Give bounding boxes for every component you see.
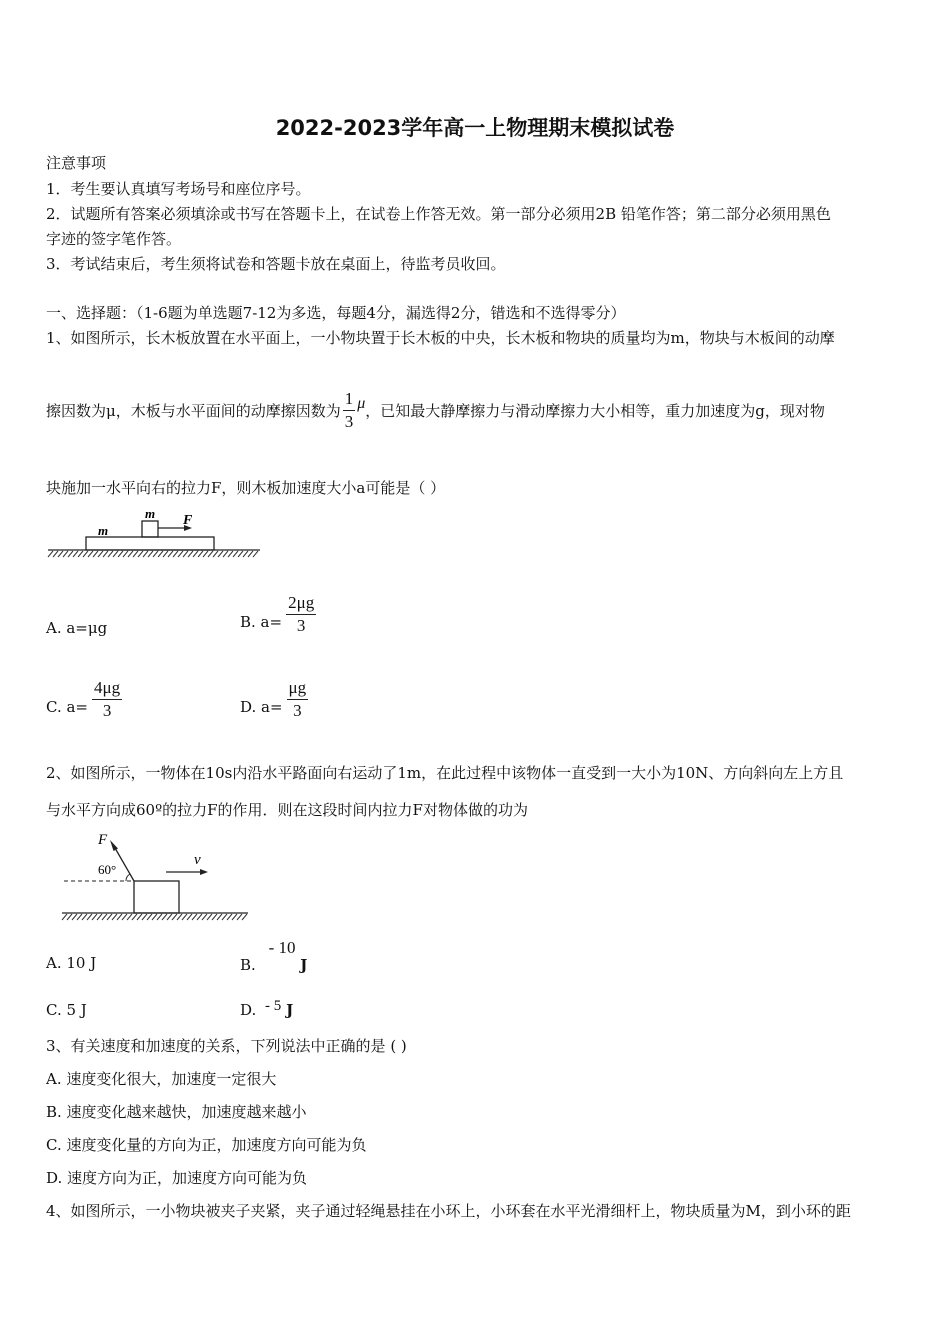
hatch-mark [88, 551, 93, 557]
q2-option-d [240, 999, 293, 1018]
hatch-mark [253, 551, 258, 557]
hatch-mark [128, 551, 133, 557]
hatch-mark [72, 914, 77, 920]
q1-stem-line2 [46, 388, 825, 433]
q1-option-d [240, 677, 308, 722]
hatch-mark [182, 914, 187, 920]
hatch-mark [178, 551, 183, 557]
q1-option-b-fraction [286, 592, 316, 637]
hatch-mark [83, 551, 88, 557]
q1-option-b [240, 592, 316, 637]
hatch-mark [142, 914, 147, 920]
hatch-mark [177, 914, 182, 920]
hatch-mark [143, 551, 148, 557]
page-title: 2022-2023学年高一上物理期末模拟试卷 [275, 116, 675, 140]
q2-option-d-unit: J [286, 1001, 294, 1019]
q2-stem-line2: 与水平方向成60º的拉力F的作用．则在这段时间内拉力F对物体做的功为 [46, 801, 528, 819]
q1-option-c-fraction [92, 677, 122, 722]
q2-stem-line1: 2、如图所示，一物体在10s内沿水平路面向右运动了1m，在此过程中该物体一直受到一大小为10N、方向斜向左上方且 [46, 764, 844, 782]
q1-board [86, 537, 214, 550]
hatch-mark [248, 551, 253, 557]
notice-item-2-cont: 字迹的签字笔作答。 [46, 230, 182, 248]
q2-block [134, 881, 179, 913]
q3-option-c: C. 速度变化量的方向为正，加速度方向可能为负 [46, 1136, 367, 1154]
q2-option-d-value: - 5 [265, 998, 282, 1014]
q2-option-b-value: - 10 [268, 938, 296, 957]
q3-option-b: B. 速度变化越来越快，加速度越来越小 [46, 1103, 307, 1121]
hatch-mark [237, 914, 242, 920]
q2-force-arrowhead [110, 840, 118, 851]
q2-option-d-prefix: D. [240, 1001, 257, 1019]
hatch-mark [203, 551, 208, 557]
hatch-mark [162, 914, 167, 920]
hatch-mark [148, 551, 153, 557]
hatch-mark [188, 551, 193, 557]
hatch-mark [127, 914, 132, 920]
hatch-mark [77, 914, 82, 920]
q2-angle-arc [126, 874, 130, 881]
hatch-mark [102, 914, 107, 920]
hatch-mark [58, 551, 63, 557]
hatch-mark [157, 914, 162, 920]
hatch-mark [63, 551, 68, 557]
q1-option-d-num: μg [287, 677, 309, 700]
q1-mu: μ [357, 394, 366, 412]
notice-item-2: 2．试题所有答案必须填涂或书写在答题卡上，在试卷上作答无效。第一部分必须用2B 铅笔作答；第二部分必须用黑色 [46, 205, 831, 223]
hatch-mark [213, 551, 218, 557]
q1-option-c-num: 4μg [92, 677, 122, 700]
q1-ground-hatch [48, 551, 258, 557]
hatch-mark [197, 914, 202, 920]
hatch-mark [108, 551, 113, 557]
hatch-mark [222, 914, 227, 920]
hatch-mark [137, 914, 142, 920]
hatch-mark [93, 551, 98, 557]
hatch-mark [228, 551, 233, 557]
q1-stem-line3: 块施加一水平向右的拉力F，则木板加速度大小a可能是（ ） [46, 479, 446, 497]
hatch-mark [67, 914, 72, 920]
q1-stem-line2-a: 擦因数为μ，木板与水平面间的动摩擦因数为 [46, 402, 341, 420]
hatch-mark [147, 914, 152, 920]
q2-option-a: A. 10 J [46, 954, 97, 972]
hatch-mark [138, 551, 143, 557]
q1-block-label: m [145, 506, 156, 521]
hatch-mark [78, 551, 83, 557]
hatch-mark [107, 914, 112, 920]
q1-fraction-den: 3 [344, 412, 354, 431]
hatch-mark [158, 551, 163, 557]
hatch-mark [238, 551, 243, 557]
hatch-mark [62, 914, 67, 920]
q3-stem: 3、有关速度和加速度的关系，下列说法中正确的是 ( ) [46, 1037, 407, 1055]
q3-option-d: D. 速度方向为正，加速度方向可能为负 [46, 1169, 308, 1187]
hatch-mark [243, 551, 248, 557]
q1-fraction-num: 1 [343, 388, 356, 411]
q2-angle-label: 60° [98, 862, 117, 877]
hatch-mark [193, 551, 198, 557]
hatch-mark [113, 551, 118, 557]
hatch-mark [98, 551, 103, 557]
hatch-mark [172, 914, 177, 920]
q2-force-label: F [98, 832, 108, 848]
q1-board-label: m [98, 523, 109, 538]
q1-block [142, 521, 158, 537]
q2-figure [60, 828, 252, 924]
q1-option-b-den: 3 [296, 616, 306, 635]
hatch-mark [208, 551, 213, 557]
hatch-mark [153, 551, 158, 557]
hatch-mark [68, 551, 73, 557]
hatch-mark [192, 914, 197, 920]
q1-option-c-prefix: C. a= [46, 697, 88, 716]
hatch-mark [152, 914, 157, 920]
q1-option-d-fraction [287, 677, 309, 722]
q2-velocity-label: v [194, 852, 201, 868]
hatch-mark [112, 914, 117, 920]
hatch-mark [117, 914, 122, 920]
hatch-mark [227, 914, 232, 920]
hatch-mark [103, 551, 108, 557]
q1-figure [46, 505, 264, 563]
q1-option-a: A. a=μg [46, 619, 108, 637]
notice-item-1: 1．考生要认真填写考场号和座位序号。 [46, 180, 311, 198]
q1-fraction [343, 388, 356, 433]
hatch-mark [223, 551, 228, 557]
hatch-mark [122, 914, 127, 920]
hatch-mark [82, 914, 87, 920]
hatch-mark [187, 914, 192, 920]
hatch-mark [133, 551, 138, 557]
q4-stem-line1: 4、如图所示，一小物块被夹子夹紧，夹子通过轻绳悬挂在小环上，小环套在水平光滑细杆上，物块质量为M，到小环的距 [46, 1202, 851, 1220]
q1-option-c [46, 677, 122, 722]
hatch-mark [118, 551, 123, 557]
hatch-mark [183, 551, 188, 557]
hatch-mark [123, 551, 128, 557]
q1-force-label: F [183, 513, 193, 528]
q1-option-d-prefix: D. a= [240, 697, 283, 716]
hatch-mark [73, 551, 78, 557]
hatch-mark [173, 551, 178, 557]
hatch-mark [233, 551, 238, 557]
hatch-mark [232, 914, 237, 920]
hatch-mark [217, 914, 222, 920]
q2-option-c: C. 5 J [46, 1001, 87, 1019]
q2-option-b [240, 938, 308, 974]
hatch-mark [167, 914, 172, 920]
hatch-mark [163, 551, 168, 557]
q3-option-a: A. 速度变化很大，加速度一定很大 [46, 1070, 277, 1088]
hatch-mark [198, 551, 203, 557]
hatch-mark [218, 551, 223, 557]
hatch-mark [168, 551, 173, 557]
q1-option-b-prefix: B. a= [240, 612, 283, 631]
hatch-mark [212, 914, 217, 920]
hatch-mark [207, 914, 212, 920]
q1-option-d-den: 3 [293, 701, 302, 720]
q1-option-c-den: 3 [102, 701, 112, 720]
hatch-mark [48, 551, 53, 557]
notice-heading: 注意事项 [46, 154, 107, 172]
q2-ground-hatch [62, 914, 247, 920]
q1-option-b-num: 2μg [286, 592, 316, 615]
hatch-mark [53, 551, 58, 557]
q2-velocity-arrowhead [200, 869, 208, 875]
hatch-mark [87, 914, 92, 920]
q2-force-line [115, 848, 134, 881]
section-heading: 一、选择题：（1-6题为单选题7-12为多选，每题4分，漏选得2分，错选和不选得零分） [46, 304, 626, 322]
hatch-mark [132, 914, 137, 920]
q2-option-b-prefix: B. [240, 956, 256, 974]
q1-stem-line2-b: ，已知最大静摩擦力与滑动摩擦力大小相等，重力加速度为g，现对物 [365, 402, 825, 420]
hatch-mark [92, 914, 97, 920]
notice-item-3: 3．考试结束后，考生须将试卷和答题卡放在桌面上，待监考员收回。 [46, 255, 506, 273]
hatch-mark [242, 914, 247, 920]
q1-stem-line1: 1、如图所示，长木板放置在水平面上，一小物块置于长木板的中央，长木板和物块的质量均为m，物块与木板间的动摩 [46, 329, 835, 347]
q2-option-b-unit: J [300, 956, 308, 974]
hatch-mark [97, 914, 102, 920]
hatch-mark [202, 914, 207, 920]
